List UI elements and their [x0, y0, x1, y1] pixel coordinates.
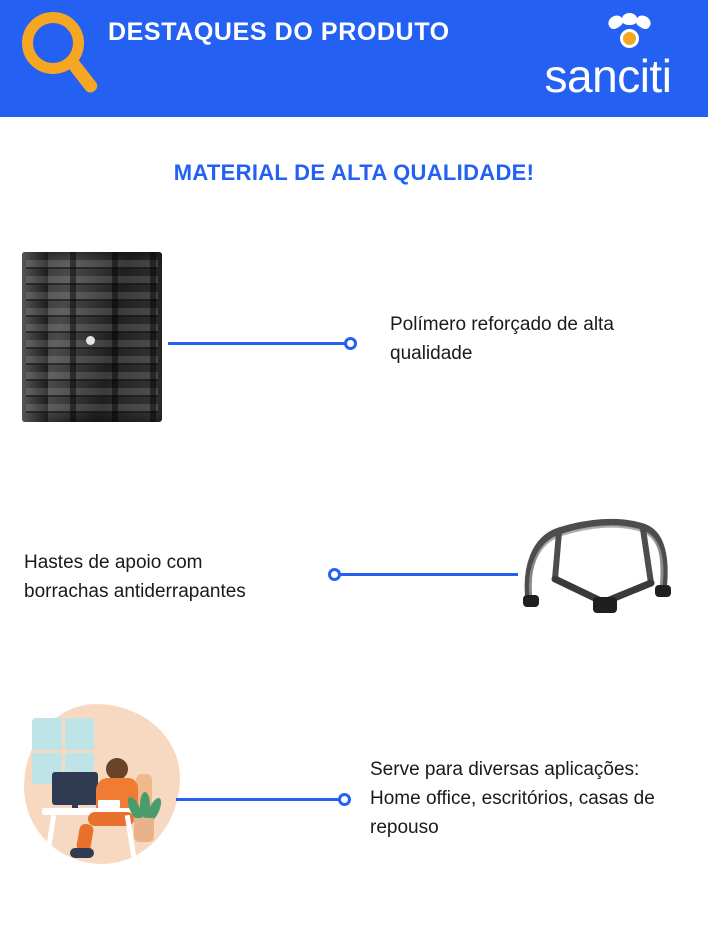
feature-text-applications: Serve para diversas aplicações: Home office, escritórios, casas de repouso [370, 759, 655, 838]
connector-support-rods [328, 565, 518, 583]
logo-petal [622, 13, 637, 25]
connector-polymer [168, 334, 360, 352]
support-rods-photo [515, 505, 675, 630]
page-title: DESTAQUES DO PRODUTO [108, 18, 450, 46]
page-header [0, 0, 708, 117]
plate-screw [86, 336, 95, 345]
papers-shape [98, 800, 120, 808]
brand-logo [518, 14, 698, 108]
monitor-shape [52, 772, 98, 805]
logo-center-dot [620, 29, 639, 48]
connector-applications [176, 790, 356, 808]
support-rods-drawing [515, 505, 675, 630]
brand-wordmark: sanciti [544, 50, 672, 102]
logo-petal [634, 13, 653, 31]
magnifier-icon [14, 8, 110, 108]
feature-text-polymer: Polímero reforçado de alta qualidade [390, 314, 614, 364]
person-head-shape [106, 758, 128, 780]
home-office-illustration [18, 700, 186, 875]
plate-body [22, 252, 162, 422]
magnifier-handle [66, 57, 100, 95]
reinforced-polymer-plate-photo [22, 252, 162, 422]
feature-text-support-rods: Hastes de apoio com borrachas antiderrapantes [24, 552, 246, 602]
footrest-shape [70, 848, 94, 858]
section-subtitle: MATERIAL DE ALTA QUALIDADE! [173, 160, 535, 185]
plant-pot [134, 818, 154, 842]
